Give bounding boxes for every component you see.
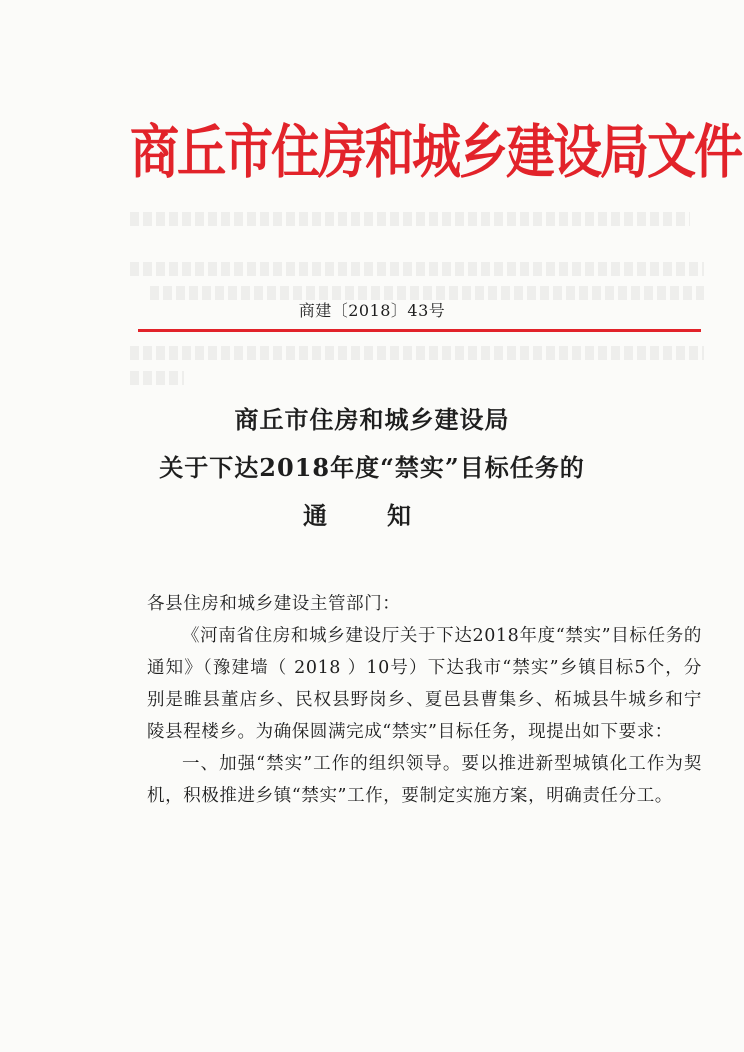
notice-title-line-2: 关于下达2018年度“禁实”目标任务的 (159, 453, 585, 482)
body-paragraph-2: 一、加强“禁实”工作的组织领导。要以推进新型城镇化工作为契机，积极推进乡镇“禁实”工作，要制定实施方案，明确责任分工。 (147, 754, 702, 806)
bleed-through-line (130, 346, 704, 360)
bleed-through-line (130, 262, 704, 276)
document-number: 商建〔2018〕43号 (298, 301, 446, 320)
body-paragraph-1: 《河南省住房和城乡建设厅关于下达2018年度“禁实”目标任务的通知》（豫建墙（ 2018 ）10号）下达我市“禁实”乡镇目标5个，分别是睢县董店乡、民权县野岗乡、夏邑县曹集乡、柘城县牛城乡和宁陵县程楼乡。为确保圆满完成“禁实”目标任务，现提出如下要求： (147, 626, 702, 742)
bleed-through-line (130, 212, 690, 226)
salutation: 各县住房和城乡建设主管部门： (147, 594, 401, 614)
notice-title-line-1: 商丘市住房和城乡建设局 (234, 405, 510, 434)
red-divider-line (138, 329, 701, 332)
notice-body (147, 588, 702, 812)
bleed-through-line (130, 371, 184, 385)
org-red-header: 商丘市住房和城乡建设局文件 (130, 119, 742, 187)
notice-title-line-3: 通知 (303, 501, 471, 530)
